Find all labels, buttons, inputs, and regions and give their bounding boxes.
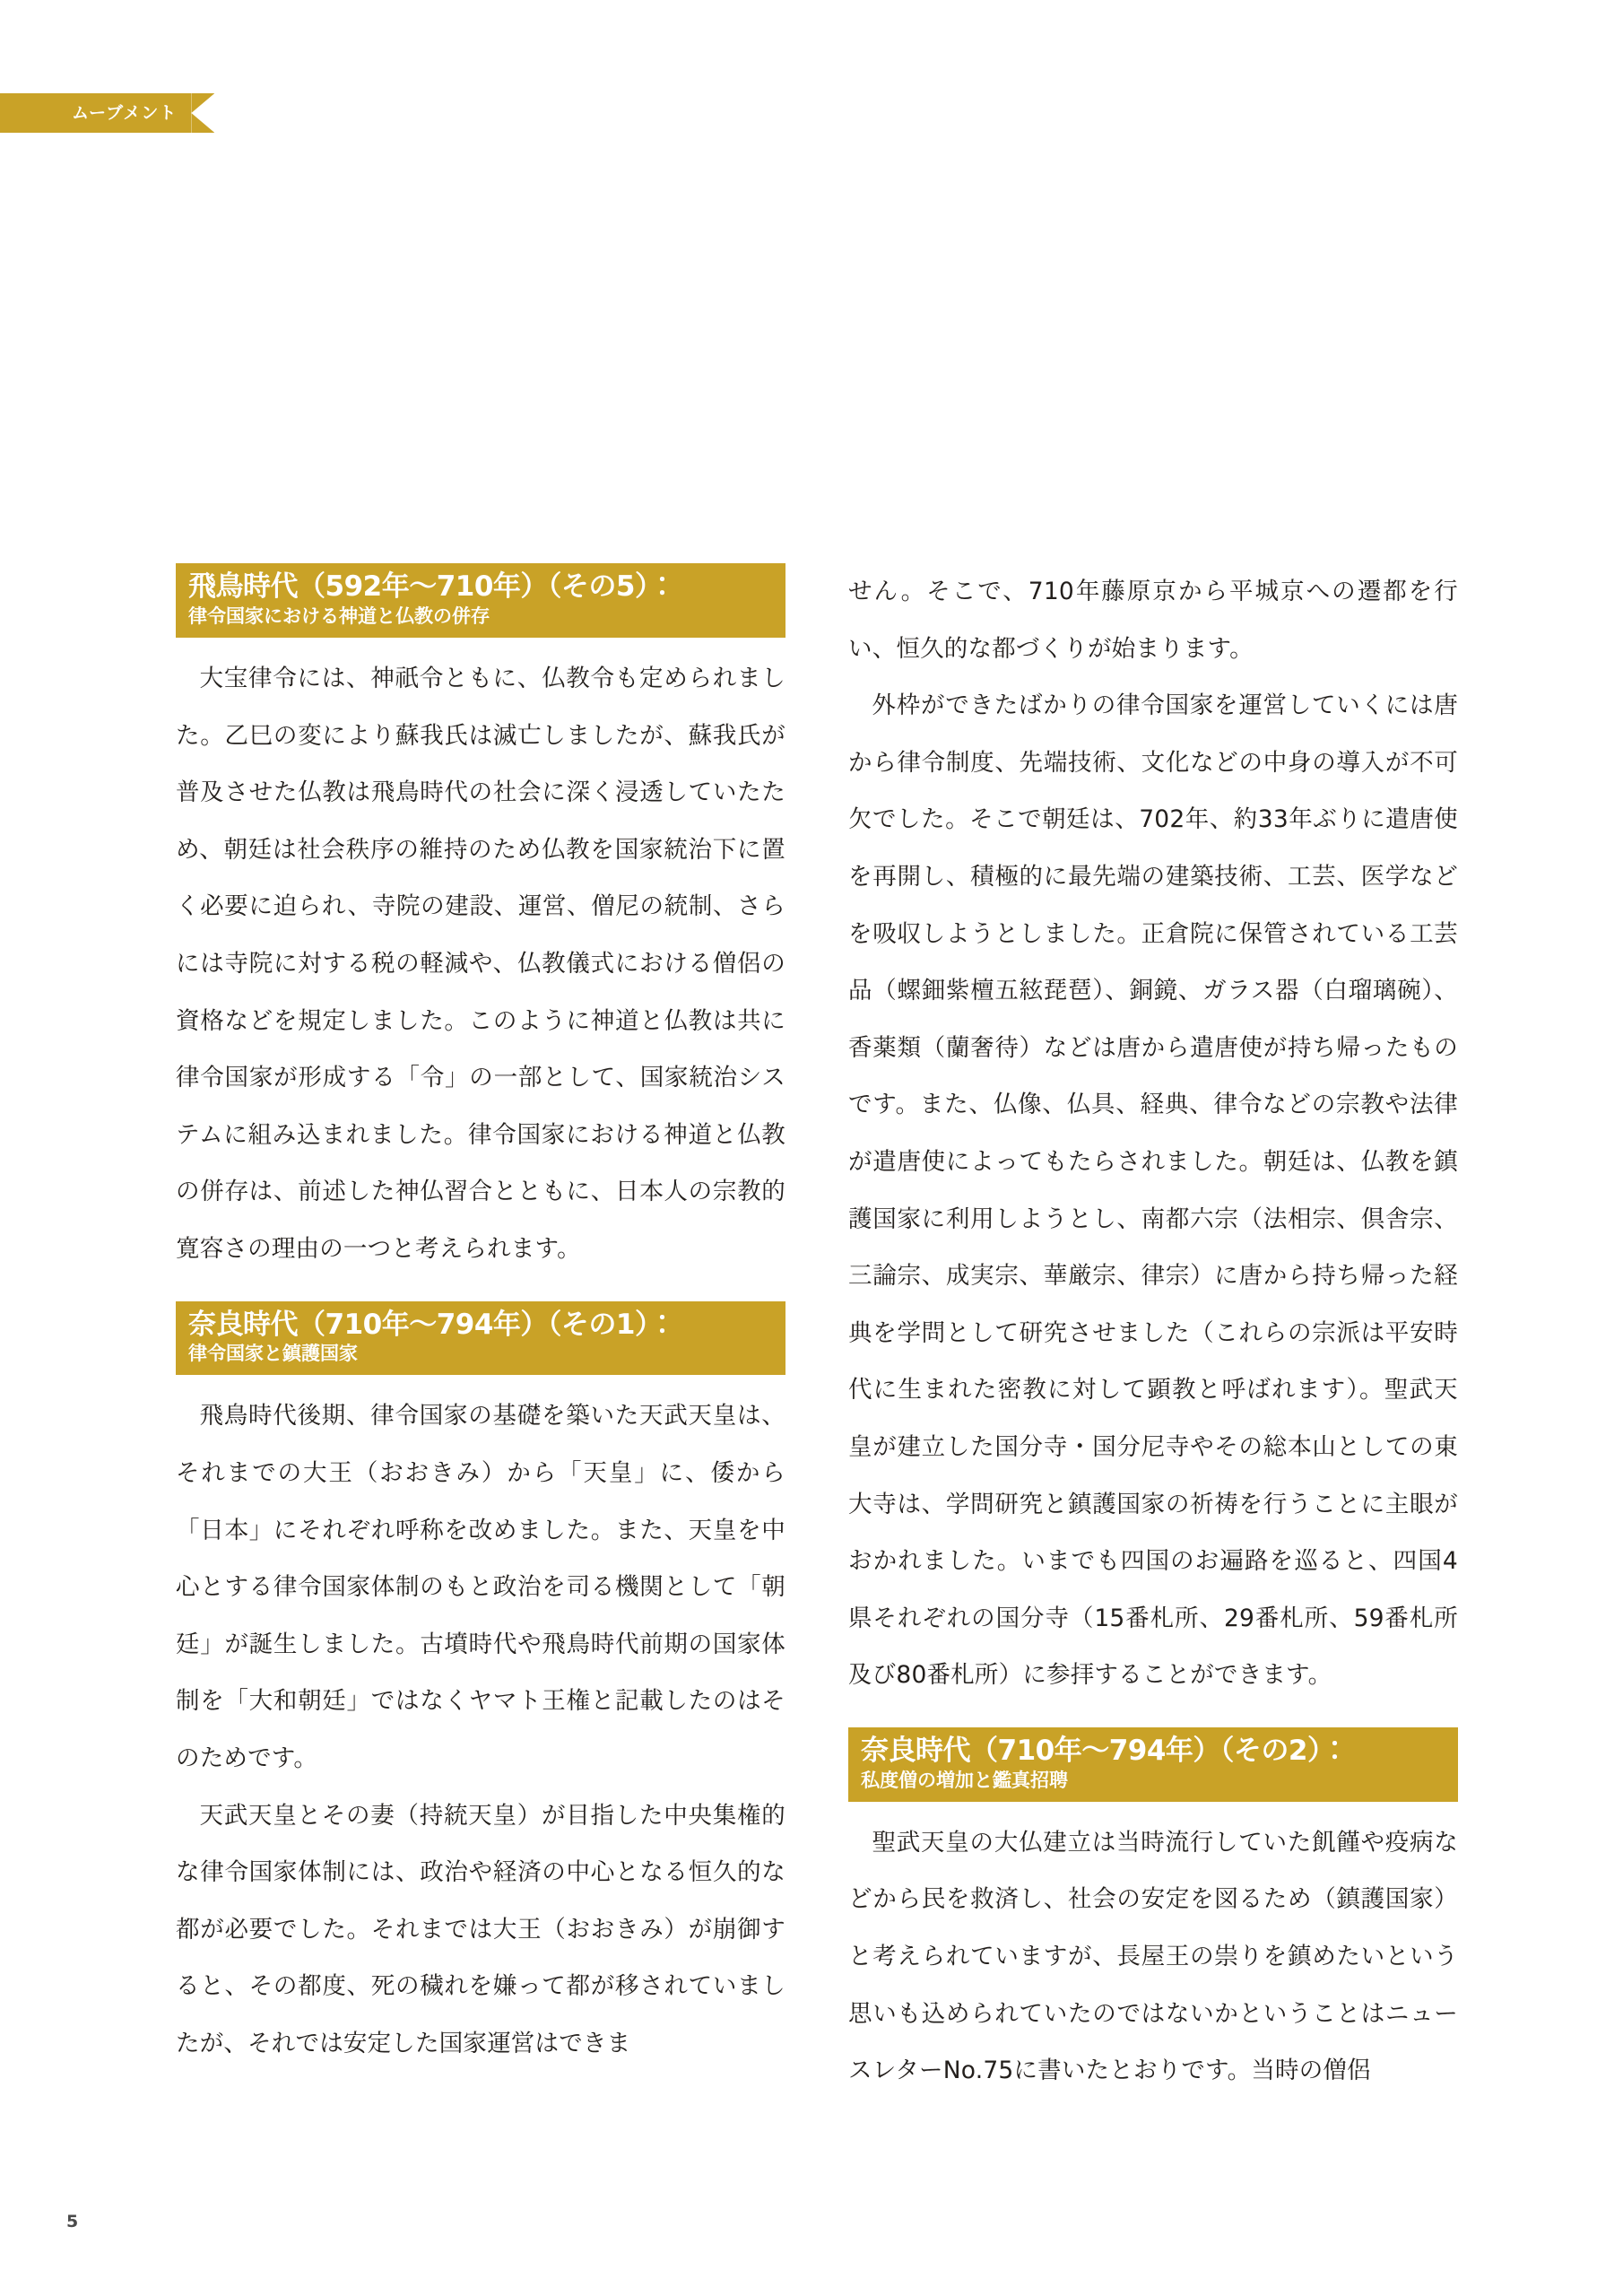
right-column — [848, 563, 1458, 2100]
section-subtitle: 律令国家における神道と仏教の併存 — [188, 604, 490, 627]
paragraph: 天武天皇とその妻（持統天皇）が目指した中央集権的な律令国家体制には、政治や経済の中心となる恒久的な都が必要でした。それまでは大王（おおきみ）が崩御すると、その都度、死の穢れを嫌って都が移されていましたが、それでは安定した国家運営はできま — [176, 1801, 785, 2057]
paragraph-continued: せん。そこで、710年藤原京から平城京への遷都を行い、恒久的な都づくりが始まります。 — [848, 578, 1458, 663]
section-spacer — [848, 1704, 1458, 1727]
left-column — [176, 563, 785, 2100]
ribbon-label: ムーブメント — [72, 102, 178, 123]
section-subtitle: 律令国家と鎮護国家 — [188, 1343, 358, 1365]
section-title: 奈良時代（710年〜794年）（その1）： — [188, 1308, 676, 1341]
ribbon-body — [0, 93, 191, 133]
paragraph: 飛鳥時代後期、律令国家の基礎を築いた天武天皇は、それまでの大王（おおきみ）から「天皇」に、倭から「日本」にそれぞれ呼称を改めました。また、天皇を中心とする律令国家体制のもと政治を司る機関として「朝廷」が誕生しました。古墳時代や飛鳥時代前期の国家体制を「大和朝廷」ではなくヤマト王権と記載したのはそのためです。 — [176, 1402, 785, 1773]
section-spacer — [176, 1278, 785, 1301]
section-title: 奈良時代（710年〜794年）（その2）： — [861, 1734, 1349, 1767]
section-heading-nara-1 — [176, 1301, 785, 1376]
paragraph: 外枠ができたばかりの律令国家を運営していくには唐から律令制度、先端技術、文化などの中身の導入が不可欠でした。そこで朝廷は、702年、約33年ぶりに遣唐使を再開し、積極的に最先端の建築技術、工芸、医学などを吸収しようとしました。正倉院に保管されている工芸品（螺鈿紫檀五絃琵琶）、銅鏡、ガラス器（白瑠璃碗）、香薬類（蘭奢待）などは唐から遣唐使が持ち帰ったものです。また、仏像、仏具、経典、律令などの宗教や法律が遣唐使によってもたらされました。朝廷は、仏教を鎮護国家に利用しようとし、南都六宗（法相宗、倶舎宗、三論宗、成実宗、華厳宗、律宗）に唐から持ち帰った経典を学問として研究させました（これらの宗派は平安時代に生まれた密教に対して顕教と呼ばれます）。聖武天皇が建立した国分寺・国分尼寺やその総本山としての東大寺は、学問研究と鎮護国家の祈祷を行うことに主眼がおかれました。いまでも四国のお遍路を巡ると、四国4県それぞれの国分寺（15番札所、29番札所、59番札所及び80番札所）に参拝することができます。 — [848, 691, 1458, 1690]
paragraph: 聖武天皇の大仏建立は当時流行していた飢饉や疫病などから民を救済し、社会の安定を図るため（鎮護国家）と考えられていますが、長屋王の祟りを鎮めたいという思いも込められていたのではないかということはニュースレターNo.75に書いたとおりです。当時の僧侶 — [848, 1828, 1458, 2085]
section-subtitle: 私度僧の増加と鑑真招聘 — [861, 1769, 1068, 1791]
movement-ribbon-tab — [0, 93, 214, 133]
paragraph: 大宝律令には、神祇令ともに、仏教令も定められました。乙巳の変により蘇我氏は滅亡しましたが、蘇我氏が普及させた仏教は飛鳥時代の社会に深く浸透していたため、朝廷は社会秩序の維持のため仏教を国家統治下に置く必要に迫られ、寺院の建設、運営、僧尼の統制、さらには寺院に対する税の軽減や、仏教儀式における僧侶の資格などを規定しました。このように神道と仏教は共に律令国家が形成する「令」の一部として、国家統治システムに組み込まれました。律令国家における神道と仏教の併存は、前述した神仏習合とともに、日本人の宗教的寛容さの理由の一つと考えられます。 — [176, 664, 785, 1263]
ribbon-arrow-icon — [191, 93, 214, 133]
section-heading-nara-2 — [848, 1727, 1458, 1802]
section-title: 飛鳥時代（592年〜710年）（その5）： — [188, 570, 676, 603]
page-number: 5 — [66, 2212, 79, 2231]
article-columns — [176, 563, 1458, 2100]
section-heading-asuka-5 — [176, 563, 785, 638]
